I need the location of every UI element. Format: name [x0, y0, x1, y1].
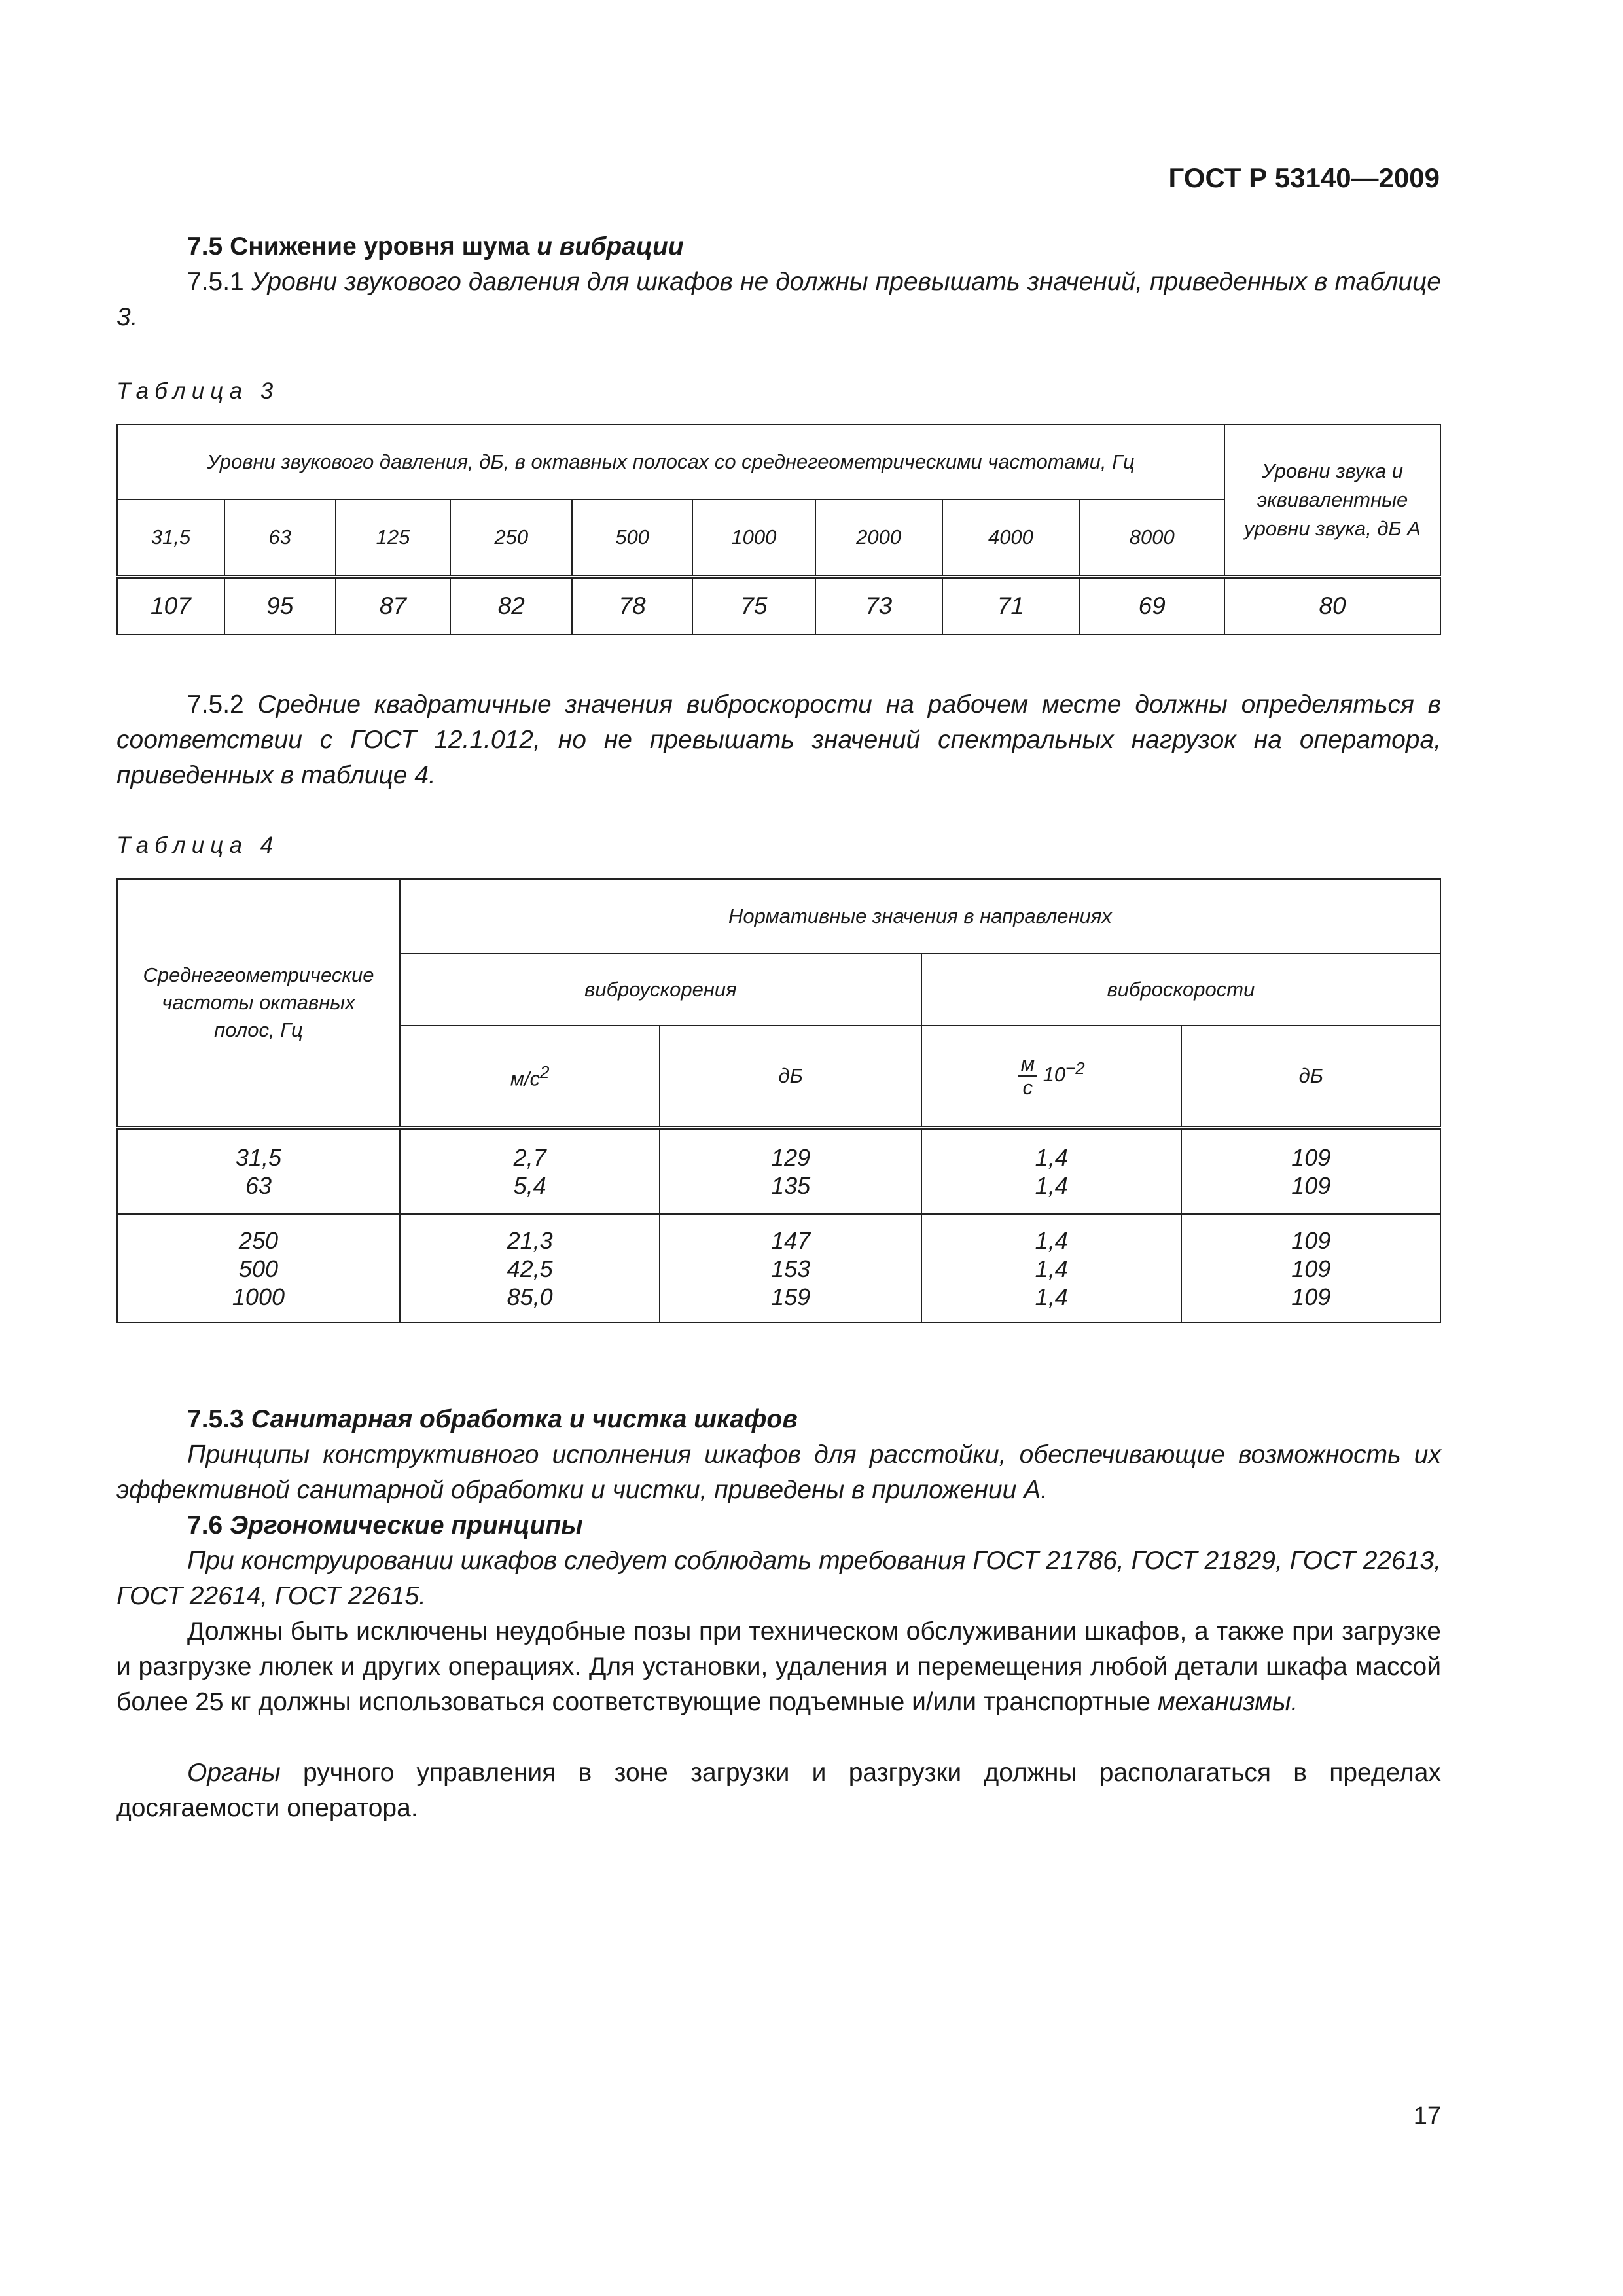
section-7-6-paragraph-2: [116, 1614, 1441, 1720]
frequency-cell: 500: [572, 499, 692, 577]
value-cell: 107: [117, 577, 224, 634]
table-3-group-header: Уровни звукового давления, дБ, в октавных полосах со среднегеометрическими частотами, Гц: [117, 425, 1224, 499]
paragraph-number: 7.5.1: [187, 268, 244, 296]
vel-ms-value: 1,4: [1035, 1144, 1068, 1171]
table-4-caption: Таблица 4: [116, 833, 279, 858]
table-4-row-group-2: [117, 1214, 1440, 1323]
section-7-5-heading: [116, 229, 1441, 264]
unit-ms2-base: м/с: [510, 1067, 541, 1090]
paragraph-number: 7.5.2: [187, 691, 244, 719]
accel-ms2-value: 2,7: [513, 1144, 546, 1171]
paragraph-text: Уровни звукового давления для шкафов не должны превышать значений, приведенных в таблице 3.: [116, 268, 1441, 331]
vel-ms-cell: [921, 1128, 1182, 1214]
paragraph-text: ручного управления в зоне загрузки и разгрузки должны располагаться в пределах досягаемости оператора.: [116, 1759, 1441, 1822]
vel-db-value: 109: [1291, 1255, 1331, 1282]
paragraph-7-5-2: [116, 687, 1441, 793]
section-title: Эргономические принципы: [230, 1511, 583, 1539]
vel-ms-value: 1,4: [1035, 1283, 1068, 1310]
table-3-last-header: Уровни звука и эквивалентные уровни звука, дБ А: [1224, 425, 1440, 577]
value-cell: 82: [450, 577, 572, 634]
accel-db-value: 147: [771, 1227, 811, 1254]
unit-db: дБ: [660, 1026, 921, 1128]
paragraph-text-italic: Органы: [187, 1759, 281, 1787]
value-cell: 69: [1079, 577, 1224, 634]
freq-value: 500: [238, 1255, 278, 1282]
paragraph-text-italic: механизмы.: [1157, 1688, 1298, 1716]
section-number: 7.5: [187, 232, 223, 260]
vel-db-value: 109: [1291, 1283, 1331, 1310]
accel-db-value: 129: [771, 1144, 811, 1171]
value-cell: 95: [224, 577, 336, 634]
table-3-caption: Таблица 3: [116, 378, 279, 404]
paragraph-text: Средние квадратичные значения виброскорости на рабочем месте должны определяться в соответствии с ГОСТ 12.1.012, но не превышать значений спектральных нагрузок на оператора, приведенных в таблице 4.: [116, 691, 1441, 789]
section-number: 7.6: [187, 1511, 223, 1539]
value-cell: 71: [942, 577, 1080, 634]
fraction-multiplier: 10: [1043, 1063, 1066, 1086]
section-7-6-paragraph-3: [116, 1755, 1441, 1826]
fraction-denominator: с: [1022, 1076, 1033, 1099]
fraction: [1018, 1053, 1037, 1099]
freq-value: 31,5: [235, 1144, 281, 1171]
value-cell: 78: [572, 577, 692, 634]
frequency-cell: 31,5: [117, 499, 224, 577]
vel-db-value: 109: [1291, 1172, 1331, 1199]
paragraph-text: Должны быть исключены неудобные позы при техническом обслуживании шкафов, а также при загрузке и разгрузке люлек и других операциях. Для установки, удаления и перемещения любой детали шкафа массой более 25 кг должны использоваться соответствующие подъемные и/или транспортные: [116, 1617, 1441, 1716]
vel-ms-cell: [921, 1214, 1182, 1323]
unit-ms2-exponent: 2: [540, 1064, 550, 1083]
paragraph-number: 7.5.3: [187, 1405, 244, 1433]
accel-db-value: 159: [771, 1283, 811, 1310]
paragraph-7-5-1: [116, 264, 1441, 335]
accel-db-value: 153: [771, 1255, 811, 1282]
accel-db-cell: [660, 1214, 921, 1323]
table-3: [116, 424, 1441, 635]
paragraph-title: Санитарная обработка и чистка шкафов: [251, 1405, 798, 1433]
frequency-cell: 8000: [1079, 499, 1224, 577]
table-4-group-header: Нормативные значения в направлениях: [400, 879, 1440, 954]
freq-cell: [117, 1214, 400, 1323]
freq-value: 250: [238, 1227, 278, 1254]
value-cell: 75: [692, 577, 815, 634]
freq-cell: [117, 1128, 400, 1214]
accel-db-value: 135: [771, 1172, 811, 1199]
vel-db-value: 109: [1291, 1227, 1331, 1254]
section-title-italic: и вибрации: [537, 232, 684, 260]
paragraph-7-5-3-heading: [116, 1402, 1441, 1437]
section-7-6-paragraph-1: При конструировании шкафов следует соблюдать требования ГОСТ 21786, ГОСТ 21829, ГОСТ 22613, ГОСТ 22614, ГОСТ 22615.: [116, 1547, 1441, 1610]
value-cell: 80: [1224, 577, 1440, 634]
fraction-exponent: −2: [1065, 1059, 1085, 1078]
vel-ms-value: 1,4: [1035, 1227, 1068, 1254]
accel-ms2-cell: [400, 1128, 660, 1214]
frequency-cell: 2000: [815, 499, 942, 577]
accel-ms2-value: 21,3: [507, 1227, 553, 1254]
value-cell: 73: [815, 577, 942, 634]
paragraph-7-5-3-text: Принципы конструктивного исполнения шкафов для расстойки, обеспечивающие возможность их эффективной санитарной обработки и чистки, приведены в приложении А.: [116, 1441, 1441, 1504]
table-4-accel-header: виброускорения: [400, 954, 921, 1026]
accel-ms2-value: 5,4: [513, 1172, 546, 1199]
table-4: [116, 878, 1441, 1323]
page-number: 17: [1413, 2102, 1441, 2130]
accel-ms2-value: 42,5: [507, 1255, 553, 1282]
unit-ms2: [400, 1026, 660, 1128]
section-title: Снижение уровня шума: [230, 232, 530, 260]
frequency-cell: 125: [336, 499, 451, 577]
freq-value: 63: [245, 1172, 272, 1199]
frequency-cell: 63: [224, 499, 336, 577]
vel-db-value: 109: [1291, 1144, 1331, 1171]
table-4-velocity-header: виброскорости: [921, 954, 1440, 1026]
vel-db-cell: [1181, 1128, 1440, 1214]
value-cell: 87: [336, 577, 451, 634]
vel-ms-value: 1,4: [1035, 1172, 1068, 1199]
section-7-6-heading: [116, 1508, 1441, 1543]
table-3-values-row: [117, 577, 1440, 634]
freq-value: 1000: [232, 1283, 285, 1310]
accel-db-cell: [660, 1128, 921, 1214]
document-header: ГОСТ Р 53140—2009: [1168, 162, 1440, 193]
frequency-cell: 4000: [942, 499, 1080, 577]
fraction-numerator: м: [1018, 1053, 1037, 1077]
unit-ms-fraction: [921, 1026, 1182, 1128]
frequency-cell: 250: [450, 499, 572, 577]
vel-ms-value: 1,4: [1035, 1255, 1068, 1282]
accel-ms2-cell: [400, 1214, 660, 1323]
vel-db-cell: [1181, 1214, 1440, 1323]
accel-ms2-value: 85,0: [507, 1283, 553, 1310]
frequency-cell: 1000: [692, 499, 815, 577]
table-4-row-group-1: [117, 1128, 1440, 1214]
table-4-frequency-header: Среднегеометрические частоты октавных полос, Гц: [117, 879, 400, 1128]
unit-db: дБ: [1181, 1026, 1440, 1128]
